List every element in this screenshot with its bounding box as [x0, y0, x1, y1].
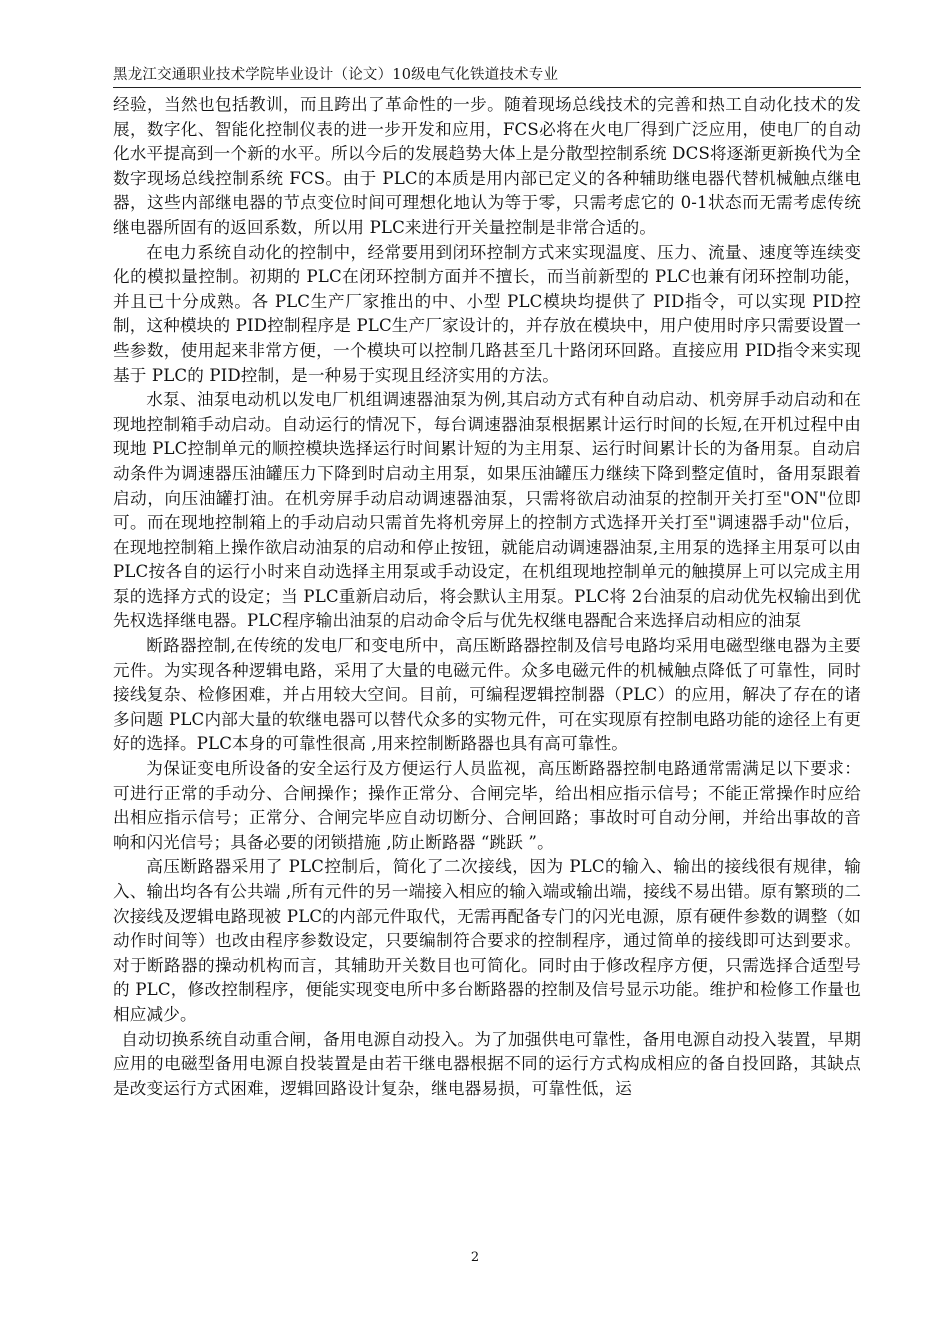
paragraph-1: 经验，当然也包括教训，而且跨出了革命性的一步。随着现场总线技术的完善和热工自动化技术的发展，数字化、智能化控制仪表的进一步开发和应用，FCS必将在火电厂得到广泛应用，使电厂的自动化水平提高到一个新的水平。所以今后的发展趋势大体上是分散型控制系统 DCS将逐渐更新换代为全数字现场总线控制系统 FCS。由于 PLC的本质是用内部已定义的各种辅助继电器代替机械触点继电器，这些内部继电器的节点变位时间可理想化地认为等于零，只需考虑它的 0-1状态而无需考虑传统继电器所固有的返回系数，所以用 PLC来进行开关量控制是非常合适的。 [113, 95, 861, 237]
header-divider [113, 87, 861, 88]
page-number: 2 [470, 1250, 480, 1265]
paragraph-7: 自动切换系统自动重合闸，备用电源自动投入。为了加强供电可靠性，备用电源自动投入装置，早期应用的电磁型备用电源自投装置是由若干继电器根据不同的运行方式构成相应的备自投回路，其缺点是改变运行方式困难，逻辑回路设计复杂，继电器易损，可靠性低，运 [113, 1029, 861, 1098]
page-header: 黑龙江交通职业技术学院毕业设计（论文）10级电气化铁道技术专业 [113, 67, 559, 83]
paragraph-3: 水泵、油泵电动机以发电厂机组调速器油泵为例,其启动方式有种自动启动、机旁屏手动启动和在现地控制箱手动启动。自动运行的情况下，每台调速器油泵根据累计运行时间的长短,在开机过程中由现地 PLC控制单元的顺控模块选择运行时间累计短的为主用泵、运行时间累计长的为备用泵。自动启动条件为调速器压油罐压力下降到时启动主用泵，如果压油罐压力继续下降到整定值时，备用泵跟着启动，向压油罐打油。在机旁屏手动启动调速器油泵，只需将欲启动油泵的控制开关打至"ON"位即可。而在现地控制箱上的手动启动只需首先将机旁屏上的控制方式选择开关打至"调速器手动"位后，在现地控制箱上操作欲启动油泵的启动和停止按钮，就能启动调速器油泵,主用泵的选择主用泵可以由 PLC按各自的运行小时来自动选择主用泵或手动设定，在机组现地控制单元的触摸屏上可以完成主用泵的选择方式的设定；当 PLC重新启动后，将会默认主用泵。PLC将 2台油泵的启动优先权输出到优先权选择继电器。PLC程序输出油泵的启动命令后与优先权继电器配合来选择启动相应的油泵 [113, 390, 861, 631]
paragraph-6: 高压断路器采用了 PLC控制后，简化了二次接线，因为 PLC的输入、输出的接线很有规律，输入、输出均各有公共端 ,所有元件的另一端接入相应的输入端或输出端，接线不易出错。原有繁琐的二次接线及逻辑电路现被 PLC的内部元件取代，无需再配备专门的闪光电源，原有硬件参数的调整（如动作时间等）也改由程序参数设定，只要编制符合要求的控制程序，通过简单的接线即可达到要求。对于断路器的操动机构而言，其辅助开关数目也可简化。同时由于修改程序方便，只需选择合适型号的 PLC，修改控制程序，便能实现变电所中多台断路器的控制及信号显示功能。维护和检修工作量也相应减少。 [113, 857, 861, 1024]
paragraph-2: 在电力系统自动化的控制中，经常要用到闭环控制方式来实现温度、压力、流量、速度等连续变化的模拟量控制。初期的 PLC在闭环控制方面并不擅长，而当前新型的 PLC也兼有闭环控制功能，并且已十分成熟。各 PLC生产厂家推出的中、小型 PLC模块均提供了 PID指令，可以实现 PID控制，这种模块的 PID控制程序是 PLC生产厂家设计的，并存放在模块中，用户使用时序只需要设置一些参数，使用起来非常方便，一个模块可以控制几路甚至几十路闭环回路。直接应用 PID指令来实现基于 PLC的 PID控制，是一种易于实现且经济实用的方法。 [113, 242, 861, 385]
paragraph-4: 断路器控制,在传统的发电厂和变电所中，高压断路器控制及信号电路均采用电磁型继电器为主要元件。为实现各种逻辑电路，采用了大量的电磁元件。众多电磁元件的机械触点降低了可靠性，同时接线复杂、检修困难，并占用较大空间。目前，可编程逻辑控制器（PLC）的应用，解决了存在的诸多问题 PLC内部大量的软继电器可以替代众多的实物元件，可在实现原有控制电路功能的途径上有更好的选择。PLC本身的可靠性很高 ,用来控制断路器也具有高可靠性。 [113, 636, 861, 754]
paragraph-5: 为保证变电所设备的安全运行及方便运行人员监视，高压断路器控制电路通常需满足以下要求：可进行正常的手动分、合闸操作；操作正常分、合闸完毕，给出相应指示信号；不能正常操作时应给出相应指示信号；正常分、合闸完毕应自动切断分、合闸回路；事故时可自动分闸，并给出事故的音响和闪光信号；具备必要的闭锁措施 ,防止断路器 “跳跃 ”。 [113, 759, 861, 852]
body-text [113, 93, 861, 1101]
